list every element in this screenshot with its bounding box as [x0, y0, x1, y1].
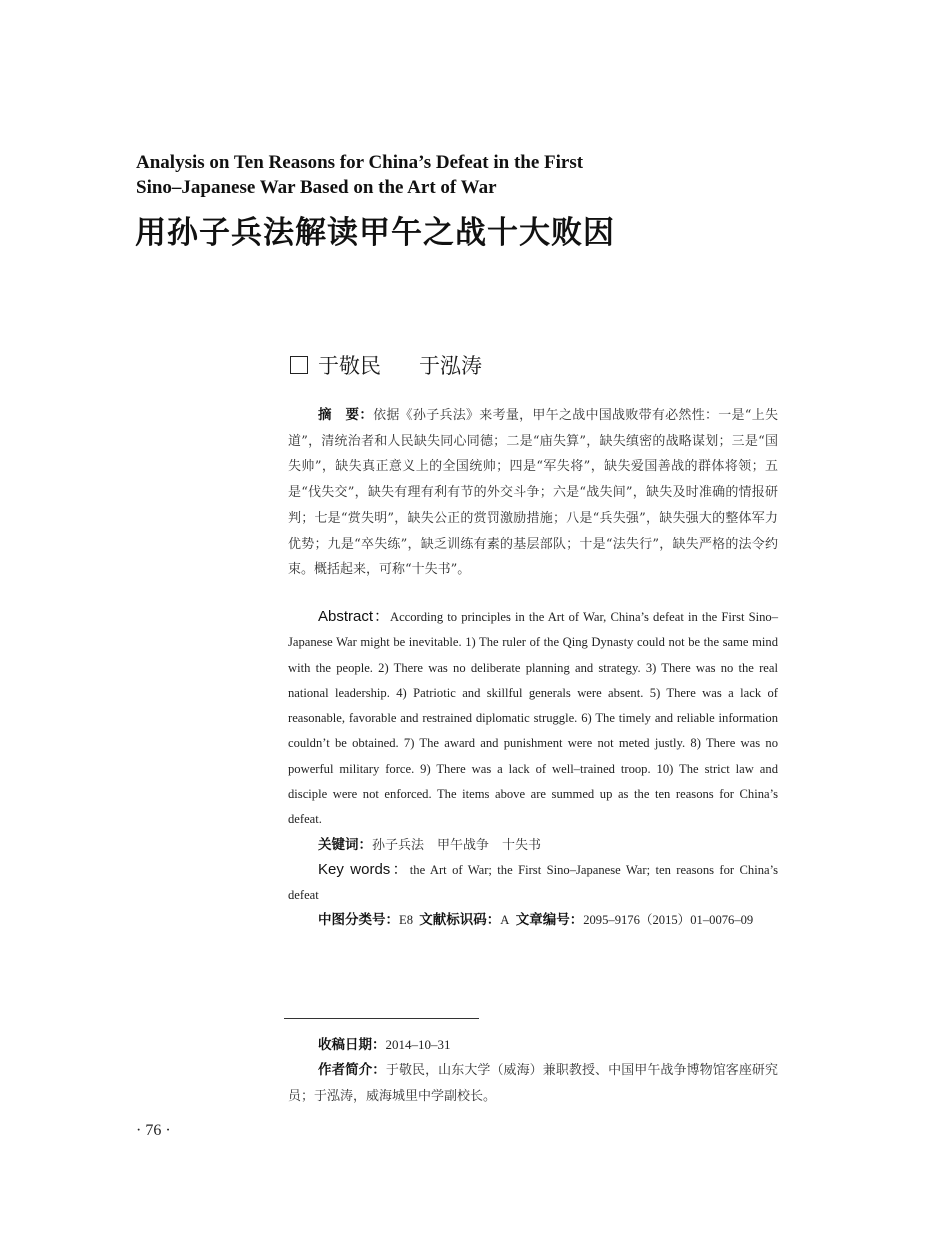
chinese-title: 用孙子兵法解读甲午之战十大败因: [135, 215, 615, 251]
chinese-keywords: [288, 832, 778, 858]
square-bullet-icon: [290, 356, 308, 374]
chinese-abstract-label: 摘 要：: [318, 407, 374, 422]
english-abstract: [288, 604, 778, 833]
english-keywords-label: Key words：: [318, 861, 410, 878]
doc-code-label: 文献标识码：: [419, 912, 501, 927]
english-abstract-text: According to principles in the Art of War, China’s defeat in the First Sino–Japanese War might be inevitable. 1) The ruler of the Qing Dynasty could not be the same mind with the people. 2) There was no deliberate planning and strategy. 3) There was no the real national leadership. 4) Patriotic and skillful generals were absent. 5) There was a lack of reasonable, favorable and restrained diplomatic struggle. 6) The timely and reliable information couldn’t be obtained. 7) The award and punishment were not meted justly. 8) There was no powerful military force. 9) There was a lack of well–trained troop. 10) The strict law and disciple were not enforced. The items above are summed up as the ten reasons for China’s defeat.: [288, 610, 778, 827]
chinese-abstract: [288, 402, 778, 583]
author-bio-text: 于敬民，山东大学（威海）兼职教授、中国甲午战争博物馆客座研究员；于泓涛，威海城里中学副校长。: [288, 1063, 778, 1104]
author-1: 于敬民: [318, 354, 381, 378]
english-title-line-2: Sino–Japanese War Based on the Art of War: [136, 177, 497, 198]
classification-info: [288, 907, 778, 933]
author-bio-label: 作者简介：: [318, 1062, 386, 1077]
english-keywords: [288, 857, 778, 908]
clc-label: 中图分类号：: [318, 912, 399, 927]
english-title: [136, 150, 696, 200]
author-line: [290, 350, 482, 380]
page-number: · 76 ·: [136, 1122, 171, 1139]
author-bio: [288, 1057, 778, 1109]
received-date: [288, 1033, 778, 1057]
article-number-label: 文章编号：: [515, 912, 584, 927]
english-title-line-1: Analysis on Ten Reasons for China’s Defeat in the First: [136, 152, 584, 173]
received-date-label: 收稿日期：: [318, 1037, 386, 1052]
chinese-abstract-text: 依据《孙子兵法》来考量，甲午之战中国战败带有必然性：一是“上失道”，清统治者和人民缺失同心同德；二是“庙失算”，缺失缜密的战略谋划；三是“国失帅”，缺失真正意义上的全国统帅；四是“军失将”，缺失爱国善战的群体将领；五是“伐失交”，缺失有理有利有节的外交斗争；六是“战失间”，缺失及时准确的情报研判；七是“赏失明”，缺失公正的赏罚激励措施；八是“兵失强”，缺失强大的整体军力优势；九是“卒失练”，缺乏训练有素的基层部队；十是“法失行”，缺失严格的法令约束。概括起来，可称“十失书”。: [288, 408, 779, 578]
received-date-value: 2014–10–31: [385, 1037, 451, 1052]
footnote-divider: [284, 1018, 479, 1019]
chinese-keywords-label: 关键词：: [318, 837, 372, 852]
clc-value: E8: [399, 913, 413, 927]
doc-code-value: A: [500, 913, 510, 927]
english-keywords-text: the Art of War; the First Sino–Japanese War; ten reasons for China’s defeat: [288, 863, 779, 902]
chinese-keywords-text: 孙子兵法 甲午战争 十失书: [372, 838, 542, 853]
author-2: 于泓涛: [419, 354, 482, 378]
english-abstract-label: Abstract：: [318, 608, 390, 625]
article-number-value: 2095–9176（2015）01–0076–09: [583, 913, 754, 927]
